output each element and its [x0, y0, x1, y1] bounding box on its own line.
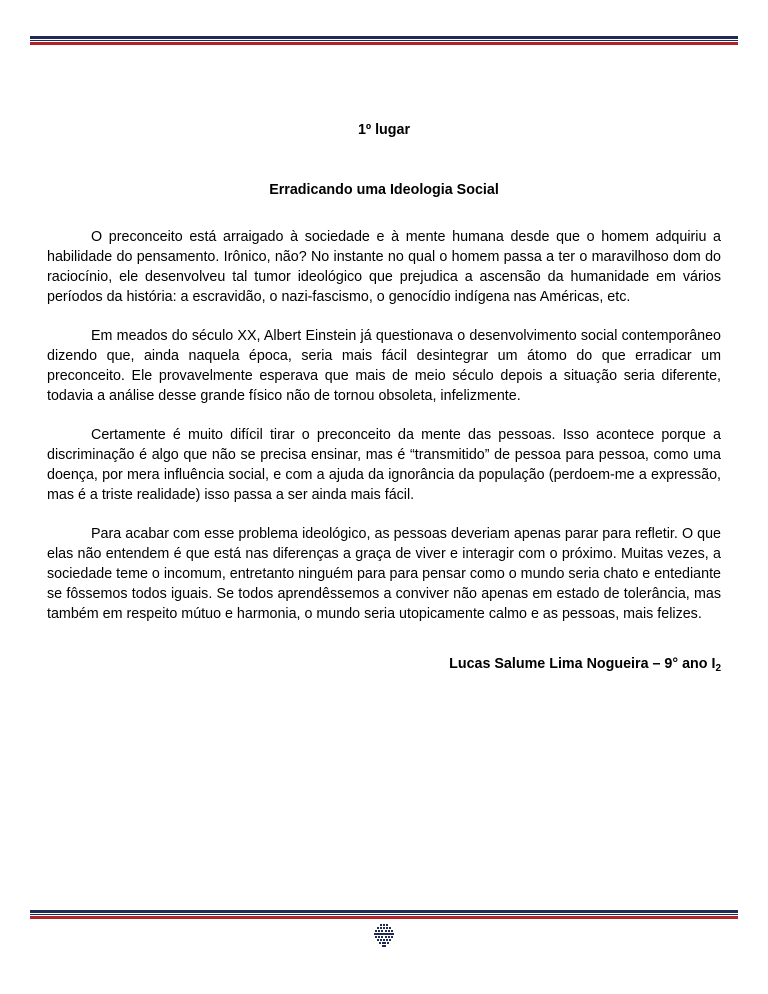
footer-rule-navy-thin	[30, 914, 738, 915]
footer-rule-navy-thick	[30, 910, 738, 913]
paragraph-4: Para acabar com esse problema ideológico, as pessoas deveriam apenas parar para refletir. O que elas não entendem é que está nas diferenças a graça de viver e interagir com o próximo. Muitas vezes, a sociedade teme o incomum, entretanto ninguém para para pensar como o mundo seria chato e entediante se fôssemos todos iguais. Se todos aprendêssemos a conviver não apenas em estado de tolerância, mas também em respeito mútuo e harmonia, o mundo seria utopicamente calmo e as pessoas, mais felizes.	[47, 526, 721, 622]
document-body	[47, 120, 721, 688]
paragraph-3: Certamente é muito difícil tirar o preconceito da mente das pessoas. Isso acontece porque a discriminação é algo que não se precisa ensinar, mas é “transmitido” de pessoa para pessoa, como uma doença, por mera influência social, e com a ajuda da ignorância da população (perdoem-me a expressão, mas é a triste realidade) isso passa a ser ainda mais fácil.	[47, 427, 721, 503]
essay-title: Erradicando uma Ideologia Social	[269, 182, 499, 198]
author-name: Lucas Salume Lima Nogueira – 9° ano I	[449, 656, 716, 672]
header-rule-navy-thick	[30, 36, 738, 39]
placement-heading: 1º lugar	[357, 122, 411, 138]
header-rule-red	[30, 42, 738, 45]
paragraph-1: O preconceito está arraigado à sociedade e à mente humana desde que o homem adquiriu a habilidade do pensamento. Irônico, não? No instante no qual o homem passa a ter o maravilhoso dom do raciocínio, ele desenvolveu tal tumor ideológico que prejudica a ascensão da humanidade em vários períodos da história: a escravidão, o nazi-fascismo, o genocídio indígena nas Américas, etc.	[47, 229, 721, 305]
header-rule-navy-thin	[30, 40, 738, 41]
author-signature	[47, 654, 721, 674]
class-subscript: 2	[715, 663, 721, 674]
header-rule	[30, 36, 738, 45]
footer-rule	[30, 910, 738, 919]
footer-rule-red	[30, 916, 738, 919]
paragraph-2: Em meados do século XX, Albert Einstein já questionava o desenvolvimento social contemporâneo dizendo que, ainda naquela época, seria mais fácil desintegrar um átomo do que erradicar um preconceito. Ele provavelmente esperava que mais de meio século depois a situação seria diferente, todavia a análise desse grande físico não de tornou obsoleta, infelizmente.	[47, 328, 721, 404]
school-emblem-icon	[373, 924, 395, 948]
